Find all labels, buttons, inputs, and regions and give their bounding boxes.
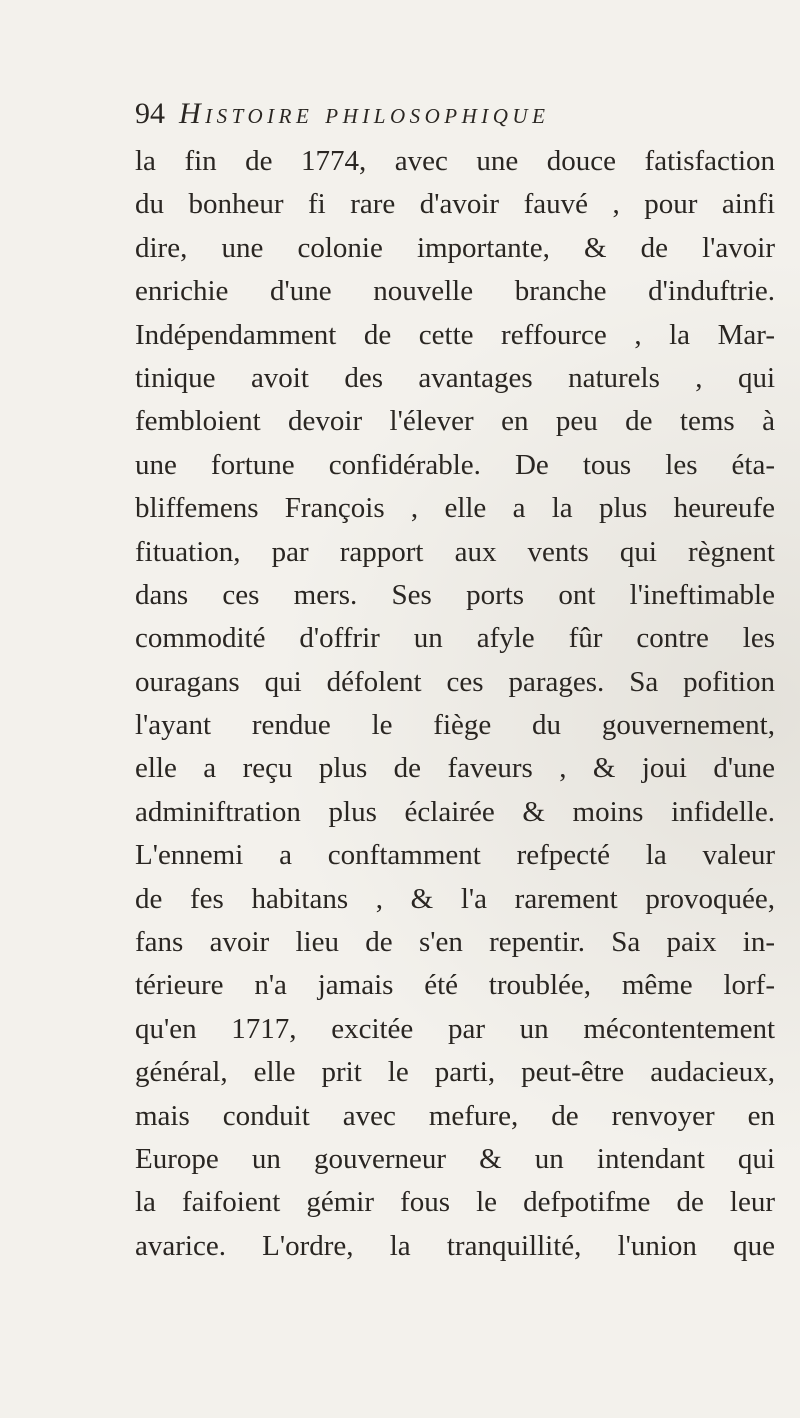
text-line: Indépendamment de cette reffource , la Mar- [135, 318, 775, 351]
page-number: 94 [135, 97, 165, 130]
text-line: Europe un gouverneur & un intendant qui [135, 1142, 775, 1175]
text-line: L'ennemi a conftamment refpecté la valeur [135, 839, 775, 872]
text-line: mais conduit avec mefure, de renvoyer en [135, 1099, 775, 1132]
page-header [135, 92, 755, 136]
running-head: Histoire philosophique [179, 97, 550, 130]
text-line: du bonheur fi rare d'avoir fauvé , pour ainfi [135, 188, 775, 221]
text-line: ouragans qui défolent ces parages. Sa pofition [135, 665, 775, 698]
text-line: de fes habitans , & l'a rarement provoquée, [135, 882, 775, 915]
text-line: commodité d'offrir un afyle fûr contre les [135, 622, 775, 655]
text-line: enrichie d'une nouvelle branche d'induftrie. [135, 275, 775, 308]
text-line: fituation, par rapport aux vents qui règnent [135, 535, 775, 568]
body-text [135, 140, 775, 1268]
text-line: la fin de 1774, avec une douce fatisfaction [135, 145, 775, 177]
text-line: fembloient devoir l'élever en peu de tems à [135, 405, 775, 438]
text-line: adminiftration plus éclairée & moins infidelle. [135, 795, 775, 828]
text-line: avarice. L'ordre, la tranquillité, l'union que [135, 1229, 775, 1262]
text-line: dans ces mers. Ses ports ont l'ineftimable [135, 578, 775, 611]
text-line: fans avoir lieu de s'en repentir. Sa paix in- [135, 926, 775, 959]
text-line: bliffemens François , elle a la plus heureufe [135, 492, 775, 525]
text-line: une fortune confidérable. De tous les éta- [135, 448, 775, 481]
text-line: dire, une colonie importante, & de l'avoir [135, 231, 775, 264]
text-line: elle a reçu plus de faveurs , & joui d'une [135, 752, 775, 785]
text-line: térieure n'a jamais été troublée, même lorf- [135, 969, 775, 1002]
text-line: la faifoient gémir fous le defpotifme de leur [135, 1186, 775, 1219]
text-line: l'ayant rendue le fiège du gouvernement, [135, 709, 775, 742]
text-line: général, elle prit le parti, peut-être audacieux, [135, 1056, 775, 1089]
text-line: qu'en 1717, excitée par un mécontentement [135, 1012, 775, 1045]
text-line: tinique avoit des avantages naturels , qui [135, 361, 775, 394]
